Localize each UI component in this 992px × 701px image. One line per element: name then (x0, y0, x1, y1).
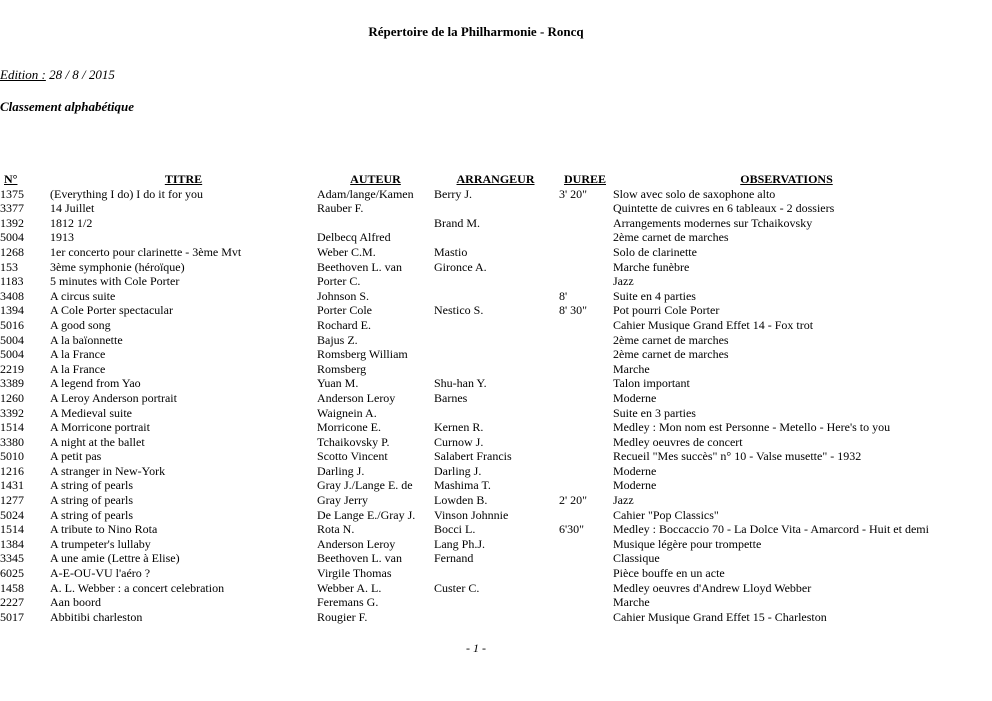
cell-observations: Medley : Boccaccio 70 - La Dolce Vita - Amarcord - Huit et demi (613, 522, 929, 537)
cell-titre: A circus suite (50, 288, 116, 303)
cell-arrangeur (434, 230, 557, 245)
cell-observations: Marche (613, 595, 650, 610)
cell-auteur: Feremans G. (317, 595, 379, 610)
cell-arrangeur: Lowden B. (434, 493, 488, 508)
cell-auteur (317, 216, 434, 231)
cell-duree (557, 201, 613, 216)
cell-duree: 6'30" (559, 522, 585, 537)
cell-duree (557, 216, 613, 231)
cell-num: 1384 (0, 536, 24, 551)
cell-arrangeur: Curnow J. (434, 434, 484, 449)
cell-observations: Talon important (613, 376, 690, 391)
cell-duree: 8' 30" (559, 303, 588, 318)
cell-arrangeur: Berry J. (434, 186, 472, 201)
cell-titre: 5 minutes with Cole Porter (50, 274, 180, 289)
table-row (0, 435, 960, 450)
col-header-duree: DUREE (563, 172, 606, 186)
cell-duree (557, 347, 613, 362)
cell-observations: Pièce bouffe en un acte (613, 566, 725, 581)
cell-auteur: Delbecq Alfred (317, 230, 391, 245)
cell-num: 5010 (0, 449, 24, 464)
cell-duree: 8' (559, 288, 568, 303)
table-row (0, 289, 960, 304)
cell-duree (557, 406, 613, 421)
cell-auteur: Rota N. (317, 522, 355, 537)
table-row (0, 230, 960, 245)
table-row (0, 303, 960, 318)
cell-auteur: Morricone E. (317, 420, 381, 435)
cell-duree (557, 537, 613, 552)
cell-duree (557, 435, 613, 450)
cell-arrangeur: Vinson Johnnie (434, 507, 509, 522)
cell-titre: 3ème symphonie (héroïque) (50, 259, 185, 274)
edition-label: Edition : (0, 67, 46, 82)
cell-duree (557, 376, 613, 391)
cell-titre: Abbitibi charleston (50, 609, 143, 624)
table-row (0, 333, 960, 348)
cell-auteur: Rauber F. (317, 201, 364, 216)
cell-arrangeur: Darling J. (434, 463, 482, 478)
cell-titre: A string of pearls (50, 507, 133, 522)
cell-num: 3408 (0, 288, 24, 303)
cell-arrangeur (434, 406, 557, 421)
cell-titre: A stranger in New-York (50, 463, 166, 478)
table-row (0, 566, 960, 581)
table-row (0, 420, 960, 435)
col-header-titre: TITRE (164, 172, 203, 186)
cell-auteur: Rochard E. (317, 317, 371, 332)
cell-num: 5004 (0, 332, 24, 347)
cell-duree: 2' 20" (559, 493, 588, 508)
cell-auteur: Porter C. (317, 274, 361, 289)
cell-num: 1260 (0, 390, 24, 405)
cell-titre: 1812 1/2 (50, 215, 93, 230)
cell-duree (557, 566, 613, 581)
cell-auteur: Scotto Vincent (317, 449, 388, 464)
cell-auteur: Romsberg (317, 361, 367, 376)
cell-observations: Musique légère pour trompette (613, 536, 762, 551)
cell-arrangeur: Brand M. (434, 215, 480, 230)
cell-titre: A une amie (Lettre à Elise) (50, 551, 180, 566)
cell-arrangeur: Lang Ph.J. (434, 536, 485, 551)
cell-arrangeur (434, 610, 557, 625)
cell-arrangeur (434, 333, 557, 348)
cell-num: 1277 (0, 493, 24, 508)
cell-titre: A tribute to Nino Rota (50, 522, 158, 537)
cell-auteur: Anderson Leroy (317, 390, 396, 405)
cell-arrangeur (434, 201, 557, 216)
cell-observations: Jazz (613, 274, 634, 289)
col-header-auteur: AUTEUR (350, 172, 401, 186)
table-row (0, 187, 960, 202)
cell-arrangeur: Shu-han Y. (434, 376, 487, 391)
cell-auteur: Beethoven L. van (317, 551, 402, 566)
repertoire-table (0, 172, 960, 624)
table-row (0, 318, 960, 333)
cell-arrangeur: Fernand (434, 551, 474, 566)
cell-duree (557, 362, 613, 377)
cell-observations: Suite en 4 parties (613, 288, 696, 303)
table-header-row (0, 172, 960, 187)
cell-num: 2219 (0, 361, 24, 376)
cell-observations: Marche funèbre (613, 259, 690, 274)
cell-auteur: Gray J./Lange E. de (317, 478, 413, 493)
cell-arrangeur (434, 274, 557, 289)
table-row (0, 201, 960, 216)
cell-titre: A string of pearls (50, 493, 133, 508)
cell-auteur: Porter Cole (317, 303, 372, 318)
cell-auteur: Webber A. L. (317, 580, 382, 595)
table-row (0, 478, 960, 493)
cell-num: 1392 (0, 215, 24, 230)
cell-num: 1431 (0, 478, 24, 493)
cell-duree (557, 478, 613, 493)
cell-observations: Arrangements modernes sur Tchaikovsky (613, 215, 813, 230)
cell-titre: A legend from Yao (50, 376, 141, 391)
cell-observations: Recueil "Mes succès" n° 10 - Valse musette" - 1932 (613, 449, 862, 464)
cell-arrangeur: Gironce A. (434, 259, 487, 274)
cell-titre: A night at the ballet (50, 434, 145, 449)
cell-arrangeur: Mashima T. (434, 478, 491, 493)
cell-auteur: Rougier F. (317, 609, 368, 624)
cell-auteur: De Lange E./Gray J. (317, 507, 416, 522)
table-row (0, 245, 960, 260)
edition-date: 28 / 8 / 2015 (49, 67, 115, 82)
cell-observations: Pot pourri Cole Porter (613, 303, 720, 318)
table-row (0, 376, 960, 391)
cell-observations: Moderne (613, 478, 657, 493)
cell-num: 3377 (0, 201, 24, 216)
cell-arrangeur: Mastio (434, 244, 468, 259)
section-heading: Classement alphabétique (0, 99, 134, 114)
cell-observations: Slow avec solo de saxophone alto (613, 186, 776, 201)
table-row (0, 464, 960, 479)
col-header-num: N° (4, 172, 18, 186)
cell-duree (557, 333, 613, 348)
page-title: Répertoire de la Philharmonie - Roncq (368, 24, 584, 39)
cell-num: 3380 (0, 434, 24, 449)
cell-observations: 2ème carnet de marches (613, 230, 729, 245)
cell-arrangeur: Salabert Francis (434, 449, 512, 464)
cell-titre: A string of pearls (50, 478, 133, 493)
cell-arrangeur (434, 289, 557, 304)
cell-arrangeur (434, 318, 557, 333)
cell-arrangeur: Kernen R. (434, 420, 484, 435)
cell-auteur: Gray Jerry (317, 493, 368, 508)
cell-num: 5004 (0, 230, 24, 245)
cell-arrangeur: Barnes (434, 390, 468, 405)
cell-arrangeur (434, 566, 557, 581)
cell-auteur: Anderson Leroy (317, 536, 396, 551)
cell-titre: 14 Juillet (50, 201, 95, 216)
cell-duree (557, 449, 613, 464)
cell-duree (557, 595, 613, 610)
cell-titre: A trumpeter's lullaby (50, 536, 151, 551)
cell-auteur: Darling J. (317, 463, 365, 478)
table-row (0, 216, 960, 231)
table-row (0, 260, 960, 275)
cell-num: 5017 (0, 609, 24, 624)
table-row (0, 508, 960, 523)
cell-num: 1514 (0, 420, 24, 435)
cell-num: 5004 (0, 347, 24, 362)
cell-num: 3345 (0, 551, 24, 566)
cell-duree (557, 245, 613, 260)
table-row (0, 347, 960, 362)
cell-arrangeur (434, 347, 557, 362)
cell-titre: A Morricone portrait (50, 420, 150, 435)
cell-observations: Medley oeuvres d'Andrew Lloyd Webber (613, 580, 812, 595)
cell-num: 3392 (0, 405, 24, 420)
cell-titre: A petit pas (50, 449, 102, 464)
cell-titre: A la France (50, 347, 106, 362)
table-row (0, 595, 960, 610)
cell-num: 6025 (0, 566, 24, 581)
cell-num: 1514 (0, 522, 24, 537)
cell-titre: A good song (50, 317, 111, 332)
cell-num: 1183 (0, 274, 24, 289)
cell-titre: A la baïonnette (50, 332, 123, 347)
cell-auteur: Weber C.M. (317, 244, 376, 259)
cell-observations: Marche (613, 361, 650, 376)
cell-arrangeur (434, 362, 557, 377)
cell-observations: Suite en 3 parties (613, 405, 696, 420)
cell-observations: Moderne (613, 463, 657, 478)
cell-observations: Moderne (613, 390, 657, 405)
cell-titre: A la France (50, 361, 106, 376)
cell-observations: Cahier Musique Grand Effet 15 - Charleston (613, 609, 827, 624)
cell-duree (557, 318, 613, 333)
cell-auteur: Beethoven L. van (317, 259, 402, 274)
cell-observations: Jazz (613, 493, 634, 508)
cell-auteur: Romsberg William (317, 347, 408, 362)
cell-duree (557, 230, 613, 245)
cell-num: 1394 (0, 303, 24, 318)
cell-arrangeur (434, 595, 557, 610)
cell-titre: A. L. Webber : a concert celebration (50, 580, 225, 595)
cell-auteur: Waignein A. (317, 405, 377, 420)
cell-auteur: Adam/lange/Kamen (317, 186, 414, 201)
cell-titre: A Leroy Anderson portrait (50, 390, 177, 405)
cell-titre: (Everything I do) I do it for you (50, 186, 203, 201)
cell-observations: 2ème carnet de marches (613, 332, 729, 347)
cell-titre: A-E-OU-VU l'aéro ? (50, 566, 151, 581)
table-row (0, 449, 960, 464)
cell-auteur: Tchaikovsky P. (317, 434, 390, 449)
col-header-observations: OBSERVATIONS (740, 172, 833, 186)
cell-duree (557, 260, 613, 275)
edition-line (0, 67, 115, 83)
cell-duree (557, 551, 613, 566)
page-number: - 1 - (466, 641, 486, 655)
cell-num: 2227 (0, 595, 24, 610)
cell-duree (557, 464, 613, 479)
cell-auteur: Virgile Thomas (317, 566, 392, 581)
cell-titre: A Medieval suite (50, 405, 132, 420)
cell-observations: Medley oeuvres de concert (613, 434, 743, 449)
table-row (0, 551, 960, 566)
table-row (0, 581, 960, 596)
cell-num: 3389 (0, 376, 24, 391)
table-row (0, 537, 960, 552)
cell-observations: Classique (613, 551, 660, 566)
cell-duree (557, 610, 613, 625)
table-row (0, 610, 960, 625)
cell-observations: Medley : Mon nom est Personne - Metello - Here's to you (613, 420, 891, 435)
cell-arrangeur: Nestico S. (434, 303, 484, 318)
cell-titre: A Cole Porter spectacular (50, 303, 173, 318)
cell-num: 1458 (0, 580, 24, 595)
table-row (0, 522, 960, 537)
cell-duree (557, 274, 613, 289)
cell-arrangeur: Custer C. (434, 580, 480, 595)
cell-observations: Cahier "Pop Classics" (613, 507, 719, 522)
table-row (0, 391, 960, 406)
table-row (0, 493, 960, 508)
cell-observations: Cahier Musique Grand Effet 14 - Fox trot (613, 317, 814, 332)
cell-num: 5016 (0, 317, 24, 332)
cell-observations: Quintette de cuivres en 6 tableaux - 2 dossiers (613, 201, 835, 216)
cell-duree: 3' 20" (559, 186, 588, 201)
cell-observations: Solo de clarinette (613, 244, 697, 259)
cell-titre: 1913 (50, 230, 74, 245)
cell-duree (557, 420, 613, 435)
cell-num: 1268 (0, 244, 24, 259)
cell-auteur: Yuan M. (317, 376, 359, 391)
cell-num: 1216 (0, 463, 24, 478)
table-row (0, 274, 960, 289)
cell-auteur: Bajus Z. (317, 332, 358, 347)
cell-duree (557, 581, 613, 596)
cell-titre: Aan boord (50, 595, 101, 610)
cell-observations: 2ème carnet de marches (613, 347, 729, 362)
cell-num: 5024 (0, 507, 24, 522)
cell-duree (557, 391, 613, 406)
col-header-arrangeur: ARRANGEUR (456, 172, 535, 186)
cell-titre: 1er concerto pour clarinette - 3ème Mvt (50, 244, 242, 259)
cell-num: 1375 (0, 186, 24, 201)
table-row (0, 362, 960, 377)
cell-num: 153 (0, 259, 18, 274)
cell-arrangeur: Bocci L. (434, 522, 476, 537)
table-row (0, 406, 960, 421)
cell-duree (557, 508, 613, 523)
cell-auteur: Johnson S. (317, 288, 370, 303)
